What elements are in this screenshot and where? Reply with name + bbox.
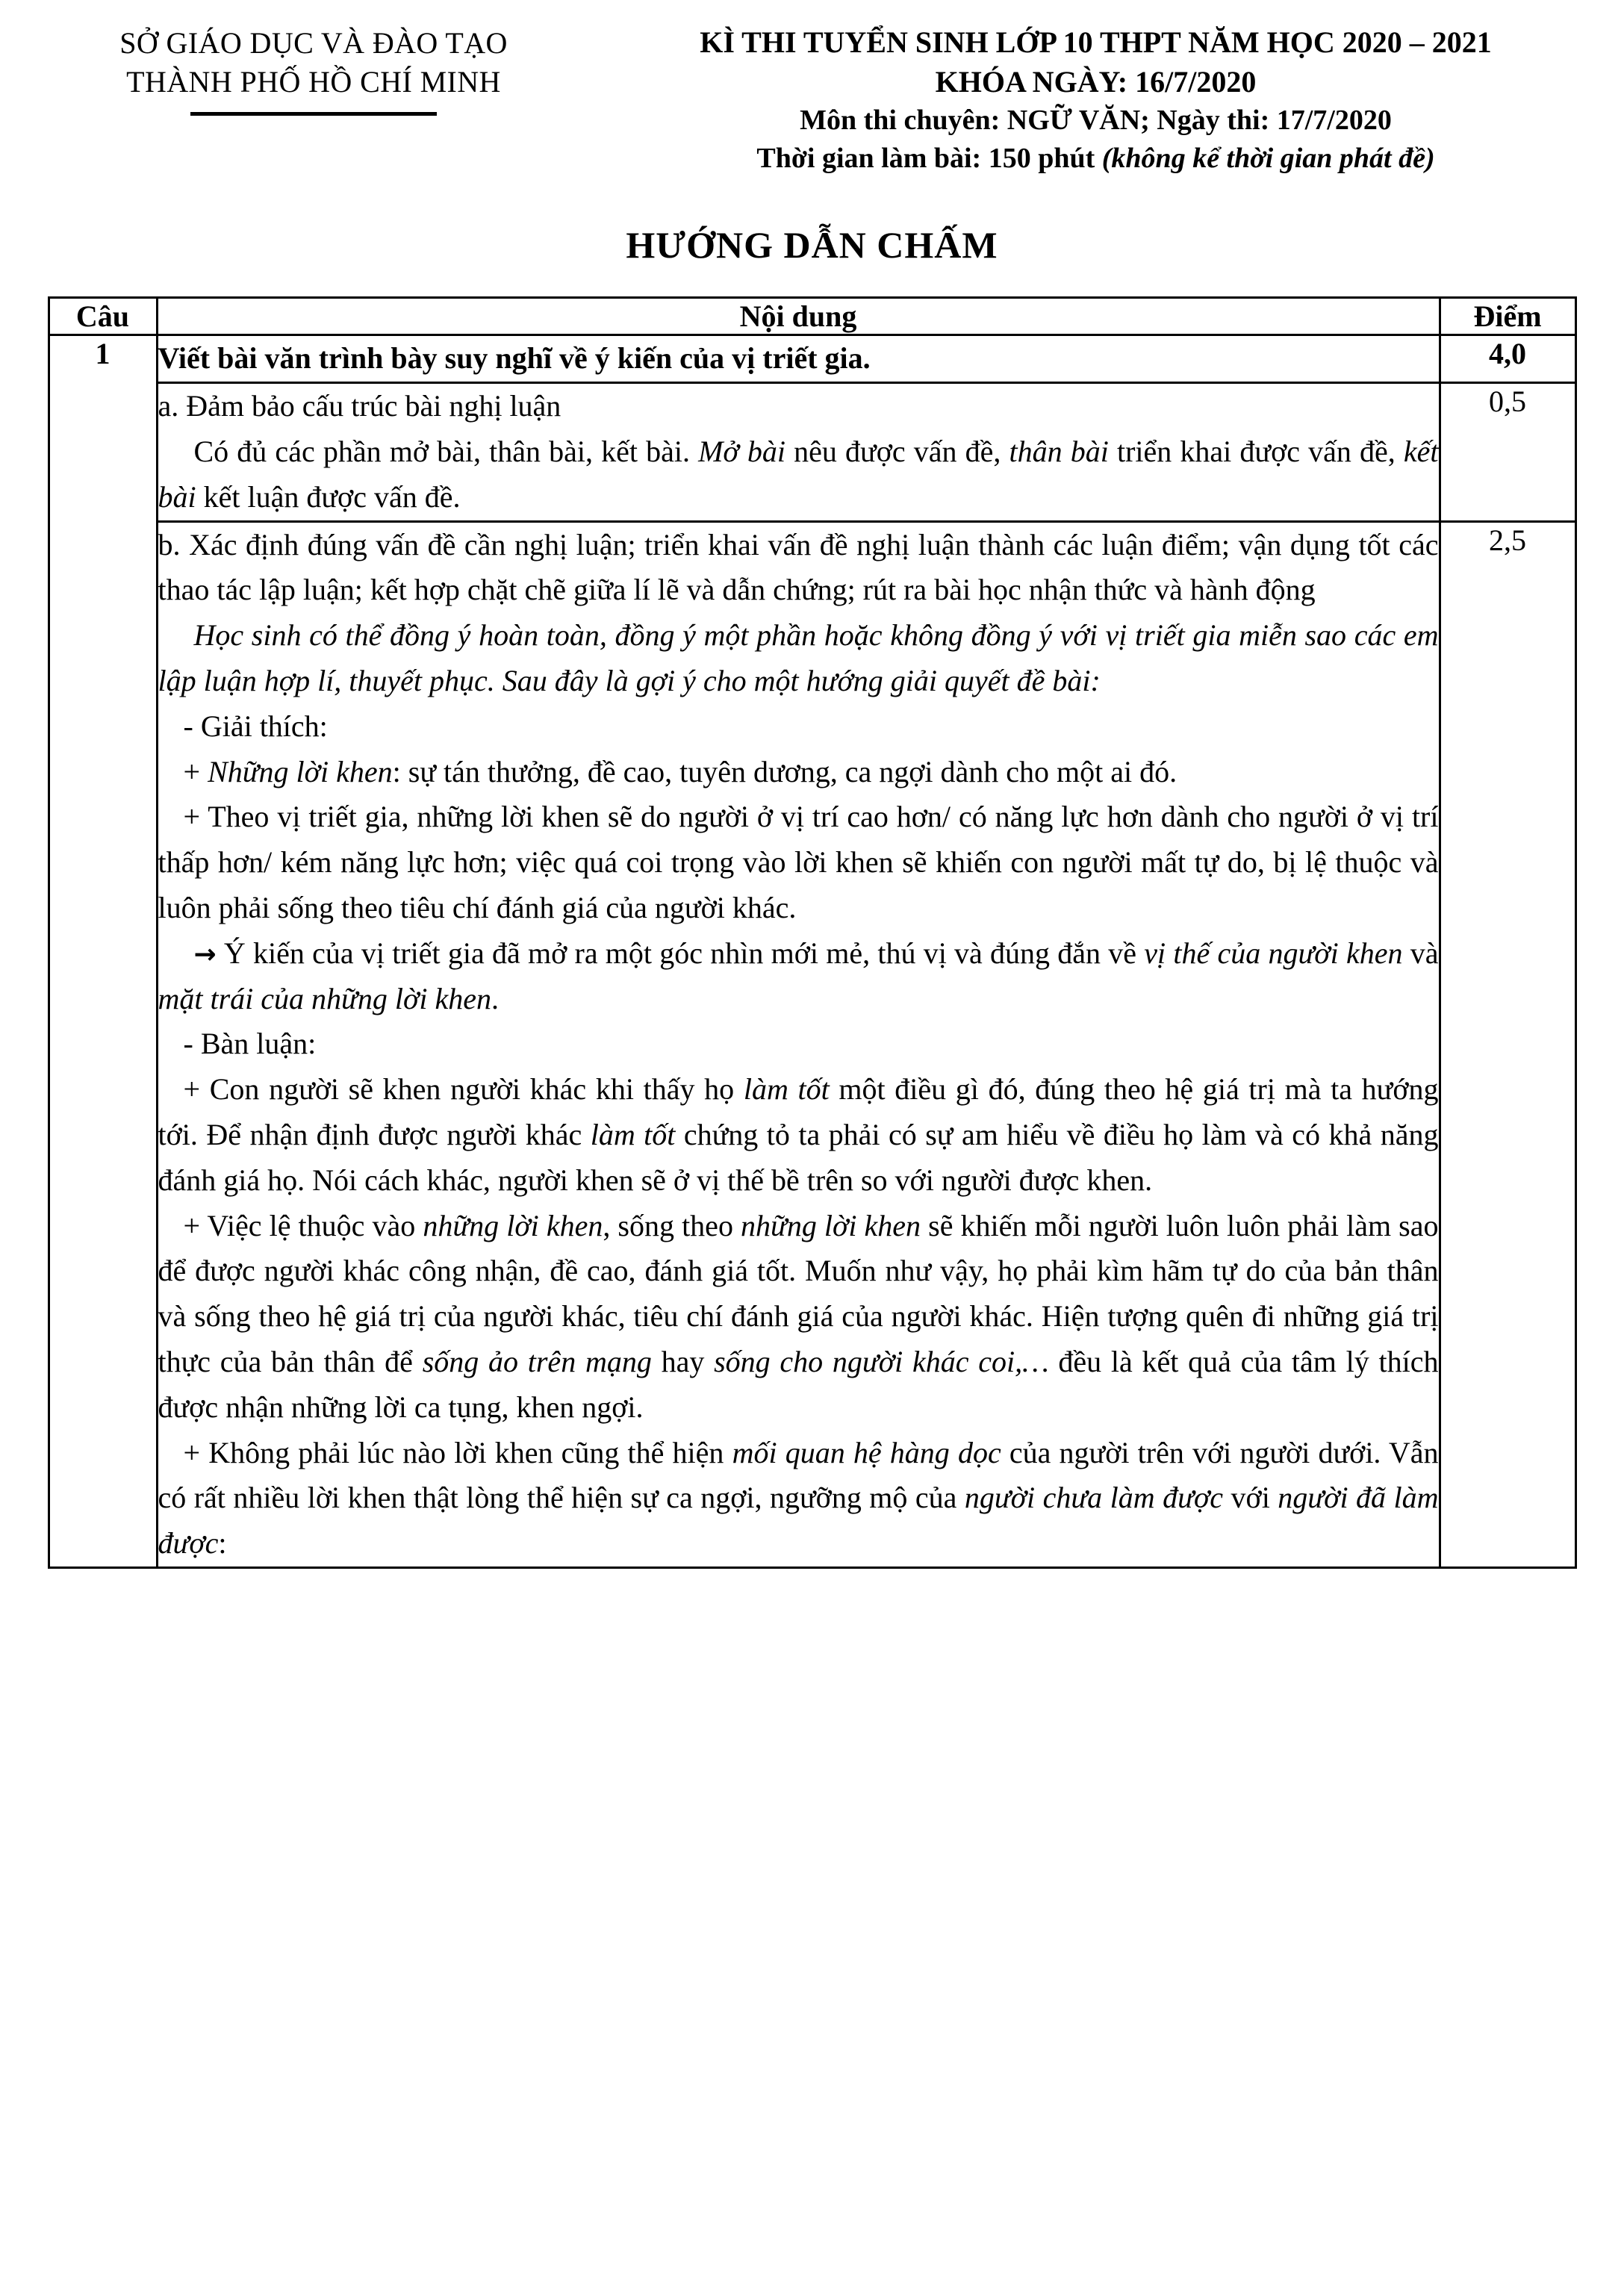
table-header-row bbox=[49, 298, 1575, 335]
gt1-seg-3: : sự tán thưởng, đề cao, tuyên dương, ca ngợi dành cho một ai đó. bbox=[392, 754, 1177, 788]
right-arrow-icon: → bbox=[193, 939, 217, 970]
exam-title-line: KÌ THI TUYỂN SINH LỚP 10 THPT NĂM HỌC 2020 – 2021 bbox=[700, 25, 1492, 59]
department-line-2: THÀNH PHỐ HỒ CHÍ MINH bbox=[126, 65, 501, 99]
gtc-seg-1: Ý kiến của vị triết gia đã mở ra một góc nhìn mới mẻ, thú vị và đúng đắn về bbox=[216, 936, 1145, 970]
exam-subject-line: Môn thi chuyên: NGỮ VĂN; Ngày thi: 17/7/2020 bbox=[800, 105, 1392, 137]
ban-luan-point-1 bbox=[158, 1067, 1439, 1203]
gtc-seg-4: mặt trái của những lời khen bbox=[158, 981, 491, 1015]
question-title-text: Viết bài văn trình bày suy nghĩ về ý kiến của vị triết gia. bbox=[158, 341, 871, 376]
bl1-seg-4: làm tốt bbox=[590, 1117, 676, 1151]
crit-a-seg-3: nêu được vấn đề, bbox=[785, 435, 1009, 469]
bl2-seg-5: sẽ khiến mỗi người luôn luôn phải làm sao để được người khác công nhận, đề cao, đánh giá tốt. Muốn như vậy, họ phải kìm hãm tự do của bản thân và sống theo hệ giá trị của người khác, tiêu chí đánh giá của người khác. Hiện tượng quên đi những giá trị thực của bản thân để bbox=[158, 1208, 1439, 1378]
question-title-cell bbox=[157, 335, 1440, 383]
gt1-seg-1: + bbox=[183, 754, 208, 788]
department-line-1: SỞ GIÁO DỤC VÀ ĐÀO TẠO bbox=[119, 26, 508, 60]
column-header-noi-dung: Nội dung bbox=[157, 298, 1440, 335]
giai-thich-point-1 bbox=[158, 750, 1439, 795]
section-ban-luan: - Bàn luận: bbox=[183, 1027, 317, 1061]
bl3-seg-2: mối quan hệ hàng dọc bbox=[732, 1435, 1001, 1469]
column-header-diem: Điểm bbox=[1440, 298, 1575, 335]
header-divider-rule bbox=[190, 112, 437, 116]
criterion-a-score: 0,5 bbox=[1440, 383, 1575, 521]
crit-a-seg-2: Mở bài bbox=[698, 435, 785, 469]
bl2-seg-1: + Việc lệ thuộc vào bbox=[183, 1208, 423, 1242]
exam-duration-line bbox=[597, 140, 1594, 178]
section-giai-thich: - Giải thích: bbox=[183, 709, 328, 743]
table-row bbox=[49, 521, 1575, 1567]
bl1-seg-3: một điều gì đó, đúng theo hệ giá trị mà ta hướng tới. Để nhận định được người khác bbox=[158, 1072, 1439, 1151]
bl2-seg-6: sống ảo trên mạng bbox=[422, 1344, 652, 1378]
column-header-cau: Câu bbox=[49, 298, 157, 335]
exam-session-date: KHÓA NGÀY: 16/7/2020 bbox=[935, 65, 1257, 99]
duration-main: Thời gian làm bài: 150 phút bbox=[756, 142, 1102, 174]
table-row bbox=[49, 383, 1575, 521]
grading-table bbox=[48, 296, 1577, 1569]
bl1-seg-5: chứng tỏ ta phải có sự am hiểu về điều họ làm và có khả năng đánh giá họ. Nói cách khác, người khen sẽ ở vị thế bề trên so với người được khen. bbox=[158, 1117, 1439, 1197]
criterion-a-cell bbox=[157, 383, 1440, 521]
gtc-seg-3: và bbox=[1402, 936, 1439, 970]
gtc-seg-5: . bbox=[491, 981, 499, 1015]
question-number-cell: 1 bbox=[49, 335, 157, 1568]
duration-note: (không kể thời gian phát đề) bbox=[1101, 142, 1435, 174]
crit-a-seg-6: kết bài bbox=[158, 435, 1439, 514]
bl2-seg-3: , sống theo bbox=[603, 1208, 741, 1242]
table-row bbox=[49, 335, 1575, 383]
criterion-b-heading: b. Xác định đúng vấn đề cần nghị luận; triển khai vấn đề nghị luận thành các luận điểm; vận dụng tốt các thao tác lập luận; kết hợp chặt chẽ giữa lí lẽ và dẫn chứng; rút ra bài học nhận thức và hành động bbox=[158, 527, 1439, 607]
bl3-seg-1: + Không phải lúc nào lời khen cũng thể hiện bbox=[183, 1435, 732, 1469]
crit-a-seg-1: Có đủ các phần mở bài, thân bài, kết bài. bbox=[193, 435, 699, 469]
criterion-b-cell bbox=[157, 521, 1440, 1567]
gt1-seg-2: Những lời khen bbox=[208, 754, 393, 788]
bl3-seg-6: người đã làm được bbox=[158, 1481, 1439, 1561]
bl2-seg-4: những lời khen bbox=[741, 1208, 921, 1242]
ban-luan-point-2 bbox=[158, 1204, 1439, 1431]
giai-thich-conclusion bbox=[158, 931, 1439, 1022]
bl3-seg-7: : bbox=[218, 1526, 227, 1561]
question-total-score: 4,0 bbox=[1440, 335, 1575, 383]
document-header bbox=[0, 0, 1624, 177]
ban-luan-point-3 bbox=[158, 1431, 1439, 1567]
criterion-a-body bbox=[158, 429, 1439, 520]
bl3-seg-3: của người trên với người dưới. Vẫn có rất nhiều lời khen thật lòng thể hiện sự ca ngợi, ngưỡng mộ của bbox=[158, 1435, 1439, 1515]
bl1-seg-1: + Con người sẽ khen người khác khi thấy họ bbox=[183, 1072, 744, 1107]
bl2-seg-8: sống cho người khác coi,… bbox=[714, 1344, 1049, 1378]
crit-a-seg-7: kết luận được vấn đề. bbox=[196, 479, 461, 514]
gtc-seg-2: vị thế của người khen bbox=[1144, 936, 1403, 970]
crit-a-seg-5: triển khai được vấn đề, bbox=[1108, 435, 1404, 469]
giai-thich-point-2: + Theo vị triết gia, những lời khen sẽ do người ở vị trí cao hơn/ có năng lực hơn dành cho người ở vị trí thấp hơn/ kém năng lực hơn; việc quá coi trọng vào lời khen sẽ khiến con người mất tự do, bị lệ thuộc và luôn phải sống theo tiêu chí đánh giá của người khác. bbox=[158, 800, 1439, 924]
page-title: HƯỚNG DẪN CHẤM bbox=[626, 224, 998, 267]
bl3-seg-4: người chưa làm được bbox=[964, 1481, 1224, 1515]
exam-info-block bbox=[597, 21, 1594, 177]
bl2-seg-7: hay bbox=[651, 1344, 715, 1378]
issuing-authority-block bbox=[30, 21, 597, 116]
criterion-b-note: Học sinh có thể đồng ý hoàn toàn, đồng ý một phần hoặc không đồng ý với vị triết gia miễn sao các em lập luận hợp lí, thuyết phục. Sau đây là gợi ý cho một hướng giải quyết đề bài: bbox=[158, 618, 1439, 698]
bl2-seg-9: đều là kết quả của tâm lý thích được nhận những lời ca tụng, khen ngợi. bbox=[158, 1344, 1439, 1424]
crit-a-seg-4: thân bài bbox=[1009, 435, 1109, 469]
bl1-seg-2: làm tốt bbox=[743, 1072, 830, 1107]
bl2-seg-2: những lời khen bbox=[423, 1208, 603, 1242]
bl3-seg-5: với bbox=[1223, 1481, 1278, 1515]
criterion-b-score: 2,5 bbox=[1440, 521, 1575, 1567]
criterion-a-heading: a. Đảm bảo cấu trúc bài nghị luận bbox=[158, 389, 561, 423]
